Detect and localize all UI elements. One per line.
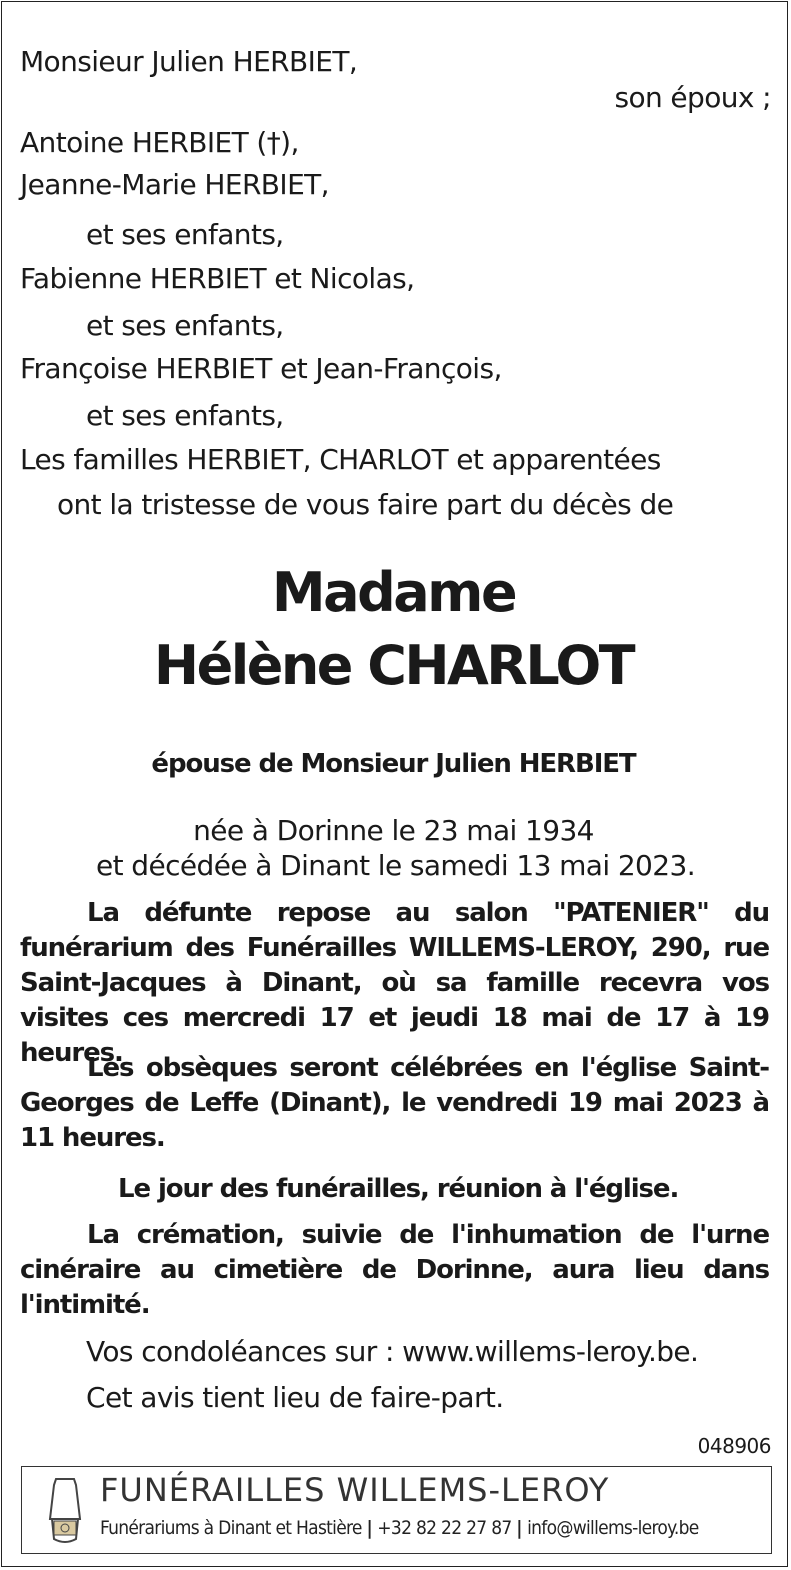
family-line-announcement: ont la tristesse de vous faire part du décès de [57, 488, 674, 521]
funeral-home-name: FUNÉRAILLES WILLEMS-LEROY [100, 1471, 610, 1509]
family-line-spouse: son époux ; [614, 81, 771, 114]
meeting-paragraph: Le jour des funérailles, réunion à l'église. [118, 1174, 679, 1204]
visitation-paragraph: La défunte repose au salon "PATENIER" du funérarium des Funérailles WILLEMS-LEROY, 290, rue Saint-Jacques à Dinant, où sa famille recevra vos visites ces mercredi 17 et jeudi 18 mai de 17 à 19 heures. [20, 898, 769, 1068]
funeral-home-banner [21, 1466, 772, 1554]
deceased-title: Madame [271, 561, 516, 624]
family-line-francoise: Françoise HERBIET et Jean-François, [20, 352, 502, 385]
funeral-paragraph: Les obsèques seront célébrées en l'église Saint-Georges de Leffe (Dinant), le vendredi 19 mai 2023 à 11 heures. [20, 1053, 769, 1153]
family-line-families: Les familles HERBIET, CHARLOT et apparentées [20, 443, 661, 476]
family-line-husband: Monsieur Julien HERBIET, [20, 45, 358, 78]
condolences-line: Vos condoléances sur : www.willems-leroy.be. [86, 1335, 699, 1368]
family-line-children-1: et ses enfants, [86, 218, 284, 251]
funeral-home-contact: Funérariums à Dinant et Hastière | +32 82 22 27 87 | info@willems-leroy.be [100, 1517, 699, 1539]
deceased-spouse: épouse de Monsieur Julien HERBIET [151, 749, 636, 779]
family-line-children-3: et ses enfants, [86, 399, 284, 432]
family-line-children-2: et ses enfants, [86, 309, 284, 342]
cremation-paragraph: La crémation, suivie de l'inhumation de l'urne cinéraire au cimetière de Dorinne, aura lieu dans l'intimité. [20, 1220, 769, 1320]
funeral-home-phone[interactable]: +32 82 22 27 87 [377, 1517, 512, 1539]
deceased-died: et décédée à Dinant le samedi 13 mai 2023. [96, 849, 695, 882]
deceased-born: née à Dorinne le 23 mai 1934 [193, 814, 594, 847]
deceased-name: Hélène CHARLOT [153, 634, 634, 697]
notice-line: Cet avis tient lieu de faire-part. [86, 1381, 504, 1414]
reference-number: 048906 [697, 1434, 771, 1458]
funeral-home-locations: Funérariums à Dinant et Hastière [100, 1517, 362, 1539]
urn-icon [40, 1475, 90, 1547]
family-line-jeanne-marie: Jeanne-Marie HERBIET, [20, 168, 329, 201]
family-line-antoine: Antoine HERBIET (†), [20, 126, 299, 159]
funeral-home-email[interactable]: info@willems-leroy.be [527, 1517, 699, 1539]
family-line-fabienne: Fabienne HERBIET et Nicolas, [20, 262, 415, 295]
